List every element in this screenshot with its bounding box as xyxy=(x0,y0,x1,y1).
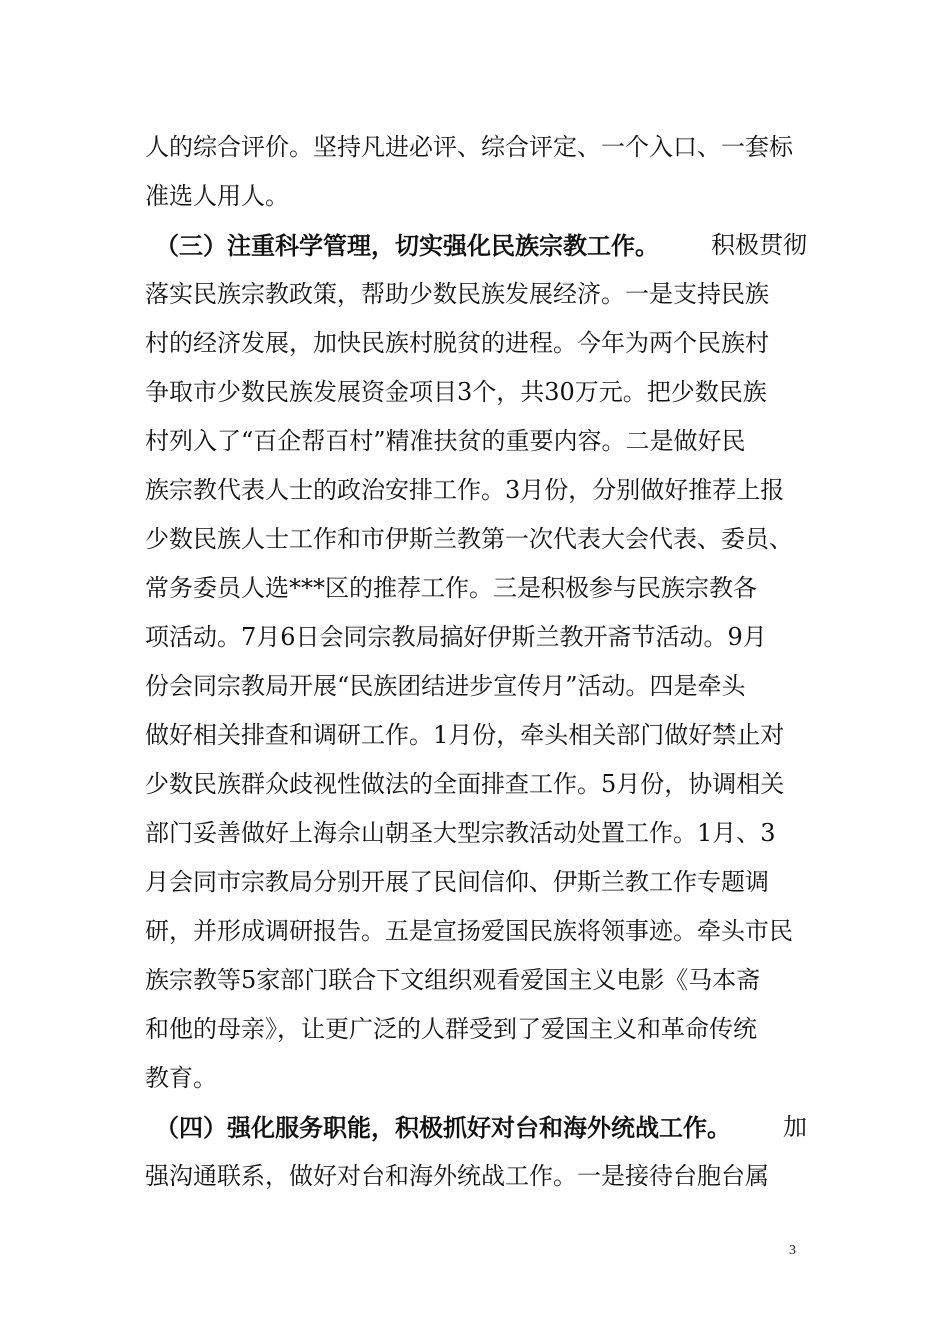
text-line: 份会同宗教局开展“民族团结进步宣传月”活动。四是牵头 xyxy=(145,672,746,700)
text-line: 和他的母亲》，让更广泛的人群受到了爱国主义和革命传统 xyxy=(145,1015,757,1043)
text-line: 研，并形成调研报告。五是宣扬爱国民族将领事迹。牵头市民 xyxy=(145,917,793,945)
text-line: 族宗教代表人士的政治安排工作。3月份，分别做好推荐上报 xyxy=(145,476,785,504)
section-heading: （三）注重科学管理，切实强化民族宗教工作。 xyxy=(155,231,659,260)
text-line: 常务委员人选***区的推荐工作。三是积极参与民族宗教各 xyxy=(145,574,757,602)
section-heading-line xyxy=(145,221,807,270)
body-text xyxy=(145,123,807,1201)
text-line: 准选人用人。 xyxy=(145,182,289,210)
text-segment: 积极贯彻 xyxy=(711,231,807,259)
text-line: 少数民族群众歧视性做法的全面排查工作。5月份，协调相关 xyxy=(145,770,785,798)
text-line: 教育。 xyxy=(145,1064,217,1092)
text-line: 少数民族人士工作和市伊斯兰教第一次代表大会代表、委员、 xyxy=(145,525,793,553)
text-line: 部门妥善做好上海佘山朝圣大型宗教活动处置工作。1月、3 xyxy=(145,819,776,847)
text-line: 项活动。7月6日会同宗教局搞好伊斯兰教开斋节活动。9月 xyxy=(145,623,767,651)
text-line: 做好相关排查和调研工作。1月份，牵头相关部门做好禁止对 xyxy=(145,721,785,749)
text-line: 人的综合评价。坚持凡进必评、综合评定、一个入口、一套标 xyxy=(145,133,793,161)
text-line: 争取市少数民族发展资金项目3个，共30万元。把少数民族 xyxy=(145,378,767,406)
section-heading: （四）强化服务职能，积极抓好对台和海外统战工作。 xyxy=(155,1113,731,1142)
page-number: 3 xyxy=(789,1243,796,1258)
text-segment: 加 xyxy=(783,1113,807,1141)
text-line: 月会同市宗教局分别开展了民间信仰、伊斯兰教工作专题调 xyxy=(145,868,769,896)
section-heading-line xyxy=(145,1103,807,1152)
text-line: 村的经济发展，加快民族村脱贫的进程。今年为两个民族村 xyxy=(145,329,769,357)
text-line: 族宗教等5家部门联合下文组织观看爱国主义电影《马本斋 xyxy=(145,966,761,994)
text-line: 村列入了“百企帮百村”精准扶贫的重要内容。二是做好民 xyxy=(145,427,746,455)
text-line: 强沟通联系，做好对台和海外统战工作。一是接待台胞台属 xyxy=(145,1162,769,1190)
text-line: 落实民族宗教政策，帮助少数民族发展经济。一是支持民族 xyxy=(145,280,769,308)
